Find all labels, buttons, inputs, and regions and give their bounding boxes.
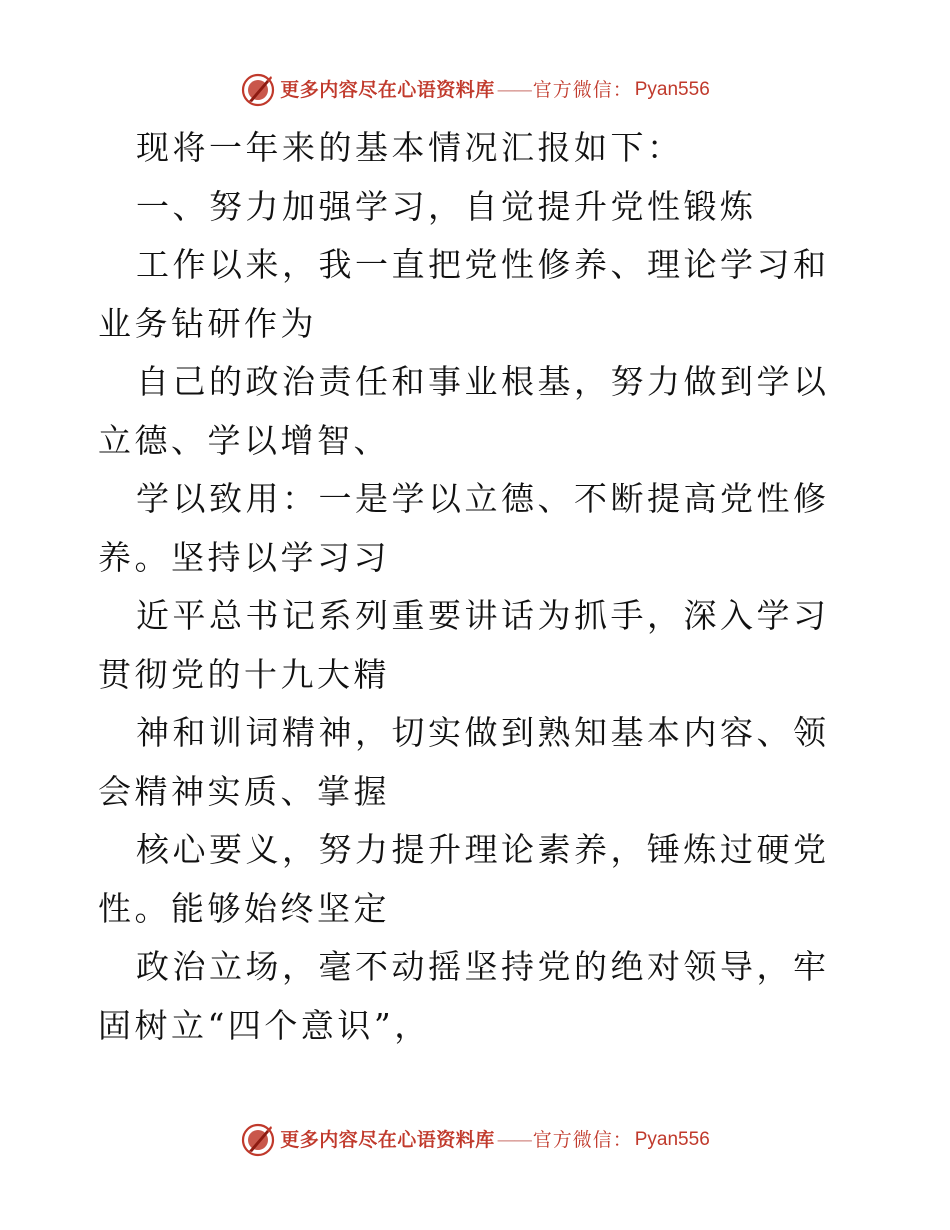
quill-pen-logo-icon xyxy=(240,72,276,108)
watermark-wechat-label: 官方微信： xyxy=(532,79,633,101)
watermark-wechat-label: 官方微信： xyxy=(532,1129,633,1151)
paragraph: 自己的政治责任和事业根基，努力做到学以立德、学以增智、 xyxy=(98,362,830,460)
header-watermark xyxy=(0,70,950,110)
watermark-brand-text: 更多内容尽在心语资料库 xyxy=(280,79,495,101)
section-heading: 一、努力加强学习，自觉提升党性锻炼 xyxy=(136,186,757,226)
watermark-dash: —— xyxy=(496,79,531,101)
watermark-dash: —— xyxy=(496,1129,531,1151)
paragraph: 近平总书记系列重要讲话为抓手，深入学习贯彻党的十九大精 xyxy=(98,596,830,694)
paragraph: 现将一年来的基本情况汇报如下： xyxy=(136,128,684,167)
paragraph: 核心要义，努力提升理论素养，锤炼过硬党性。能够始终坚定 xyxy=(98,830,830,928)
footer-watermark xyxy=(0,1120,950,1160)
watermark-wechat-id: Pyan556 xyxy=(634,1129,710,1150)
paragraph: 工作以来，我一直把党性修养、理论学习和业务钻研作为 xyxy=(98,245,830,343)
watermark-wechat-id: Pyan556 xyxy=(634,79,710,100)
paragraph: 神和训词精神，切实做到熟知基本内容、领会精神实质、掌握 xyxy=(98,713,830,811)
watermark-brand-text: 更多内容尽在心语资料库 xyxy=(280,1129,495,1151)
quill-pen-logo-icon xyxy=(240,1122,276,1158)
document-body xyxy=(98,119,858,1055)
paragraph: 政治立场，毫不动摇坚持党的绝对领导，牢固树立“四个意识”， xyxy=(98,947,830,1045)
paragraph: 学以致用：一是学以立德、不断提高党性修养。坚持以学习习 xyxy=(98,479,830,577)
